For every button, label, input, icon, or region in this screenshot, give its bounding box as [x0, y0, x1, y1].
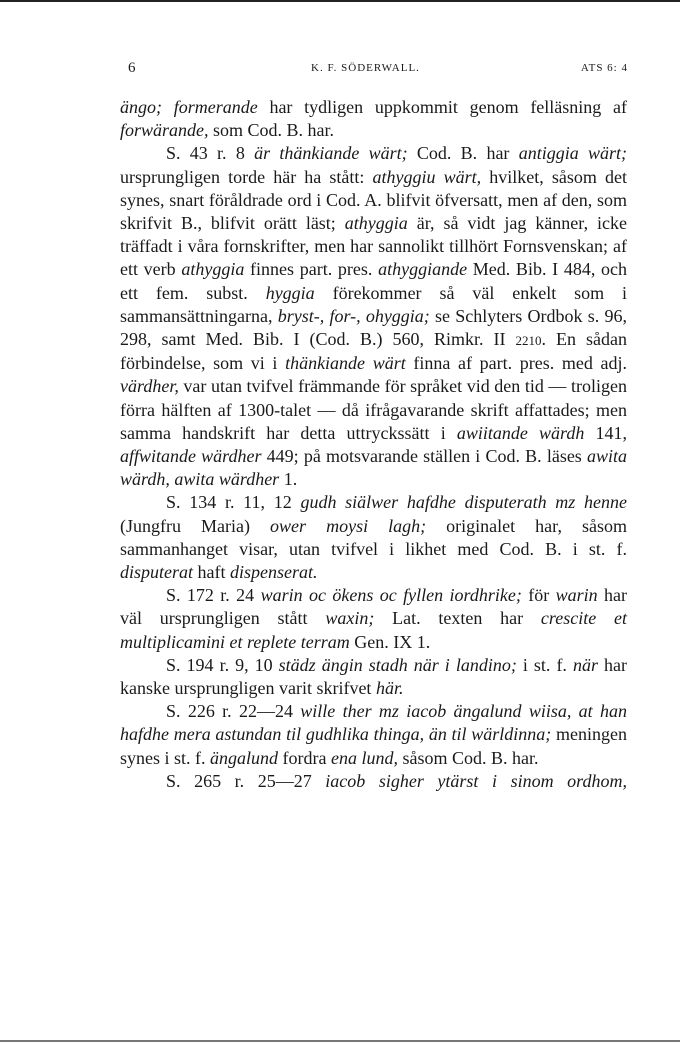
text-segment: S. 43 r. 8 [166, 143, 255, 164]
text-segment: ursprungligen torde här ha stått: [120, 166, 373, 187]
text-segment: haft [193, 562, 230, 583]
paragraph-s43 [120, 142, 627, 491]
text-segment: S. 226 r. 22—24 [166, 701, 301, 722]
text-segment: är, så vidt jag känner, icke träffadt i våra fornskrifter, men har sannolikt tillhört Fornsvenskan; af ett verb [120, 213, 628, 280]
italic-segment: ängo; formerande [120, 97, 258, 117]
text-segment: S. 194 r. 9, 10 [166, 654, 279, 675]
italic-segment: athyggiande [378, 259, 468, 280]
text-segment: meningen synes i st. f. [120, 724, 628, 768]
italic-segment: warin oc ökens oc fyllen iordhrike; [260, 585, 522, 606]
italic-segment: när [572, 654, 598, 675]
italic-segment: crescite et multiplicamini et replete terram [120, 608, 627, 652]
italic-segment: antiggia wärt; [518, 143, 627, 164]
italic-segment: athyggia [181, 259, 245, 280]
paragraph-s265 [120, 770, 627, 793]
body-text [120, 96, 627, 793]
text-segment: har tydligen uppkommit genom felläsning af [257, 97, 628, 117]
italic-segment: awita wärdh, awita wärdher [120, 446, 627, 490]
paragraph-s194 [120, 654, 627, 700]
italic-segment: ängalund [210, 747, 279, 768]
text-segment: som Cod. B. har. [208, 120, 335, 141]
text-segment: för [521, 585, 556, 606]
italic-segment: athyggiu wärt, [372, 166, 482, 187]
italic-segment: bryst-, for-, ohyggia; [277, 305, 430, 326]
text-segment: Cod. B. har [407, 143, 519, 164]
text-segment: finna af part. pres. med adj. [405, 353, 627, 374]
italic-segment: waxin; [325, 608, 375, 629]
text-segment: 1. [279, 469, 298, 490]
italic-segment: städz ängin stadh när i landino; [278, 654, 517, 675]
text-segment: förekommer så väl enkelt som i sammansättningarna, [120, 282, 627, 326]
text-segment: Med. Bib. I 484, och ett fem. subst. [120, 259, 627, 303]
running-header [128, 62, 628, 82]
text-segment: S. 134 r. 11, 12 [166, 492, 301, 513]
italic-segment: awiitande wärdh [456, 422, 585, 443]
text-segment: fordra [278, 747, 331, 768]
text-segment: (Jungfru Maria) [120, 515, 271, 536]
text-segment: var utan tvifvel främmande för språket vid den tid — troligen förra hälften af 1300-talet — då ifrågavarande skrift affattades; men samma handskrift har detta uttryckssätt i [120, 376, 627, 443]
paragraph-s172 [120, 584, 627, 654]
italic-segment: forwärande, [120, 120, 209, 141]
text-segment: hvilket, såsom det synes, snart föråldrade ord i Cod. A. blifvit öfversatt, men af den, som skrifvit B., blifvit orätt läst; [120, 166, 627, 234]
text-segment: 2210 [515, 333, 542, 349]
paragraph-s134 [120, 491, 627, 584]
text-segment: har väl ursprungligen stått [120, 585, 628, 629]
paragraph-continuation [120, 96, 627, 142]
italic-segment: ower moysi lagh; [270, 515, 427, 536]
header-reference: ATS 6: 4 [580, 62, 628, 74]
text-segment: har kanske ursprungligen varit skrifvet [120, 654, 627, 699]
text-segment: Gen. IX 1. [349, 631, 431, 652]
italic-segment: warin [555, 585, 598, 606]
italic-segment: dispenserat. [230, 562, 318, 583]
page-top-edge [0, 0, 680, 2]
text-segment: S. 265 r. 25—27 [166, 770, 326, 791]
text-segment: se Schlyters Ordbok s. 96, 298, samt Med. Bib. I (Cod. B.) 560, Rimkr. II [120, 305, 627, 350]
italic-segment: athyggia [344, 213, 408, 234]
paragraph-s226 [120, 700, 627, 770]
italic-segment: thänkiande wärt [285, 353, 406, 374]
italic-segment: ena lund, [331, 747, 398, 768]
text-segment: Lat. texten har [374, 608, 541, 629]
text-segment: finnes part. pres. [244, 259, 379, 280]
italic-segment: disputerat [120, 562, 194, 583]
page-bottom-edge [0, 1040, 680, 1042]
text-segment: såsom Cod. B. har. [398, 747, 539, 768]
header-author: K. F. SÖDERWALL. [311, 62, 420, 74]
italic-segment: gudh siälwer hafdhe disputerath mz henne [300, 492, 628, 513]
italic-segment: affwitande wärdher [120, 446, 262, 467]
italic-segment: värdher, [120, 376, 179, 397]
italic-segment: iacob sigher ytärst i sinom ordhom, [325, 770, 627, 791]
italic-segment: hyggia [265, 282, 315, 303]
text-segment: . En sådan förbindelse, som vi i [120, 329, 627, 374]
text-segment: 141, [584, 422, 628, 443]
italic-segment: här. [375, 678, 404, 699]
text-segment: originalet har, såsom sammanhanget visar, utan tvifvel i likhet med Cod. B. i st. f. [120, 515, 627, 559]
text-segment: 449; på motsvarande ställen i Cod. B. läses [261, 446, 587, 467]
italic-segment: är thänkiande wärt; [254, 143, 408, 164]
page-number: 6 [128, 60, 137, 76]
text-segment: i st. f. [516, 654, 573, 675]
italic-segment: wille ther mz iacob ängalund wiisa, at han hafdhe mera astundan til gudhlika thinga, än til wärldinna; [120, 701, 627, 745]
text-segment: S. 172 r. 24 [166, 585, 261, 606]
